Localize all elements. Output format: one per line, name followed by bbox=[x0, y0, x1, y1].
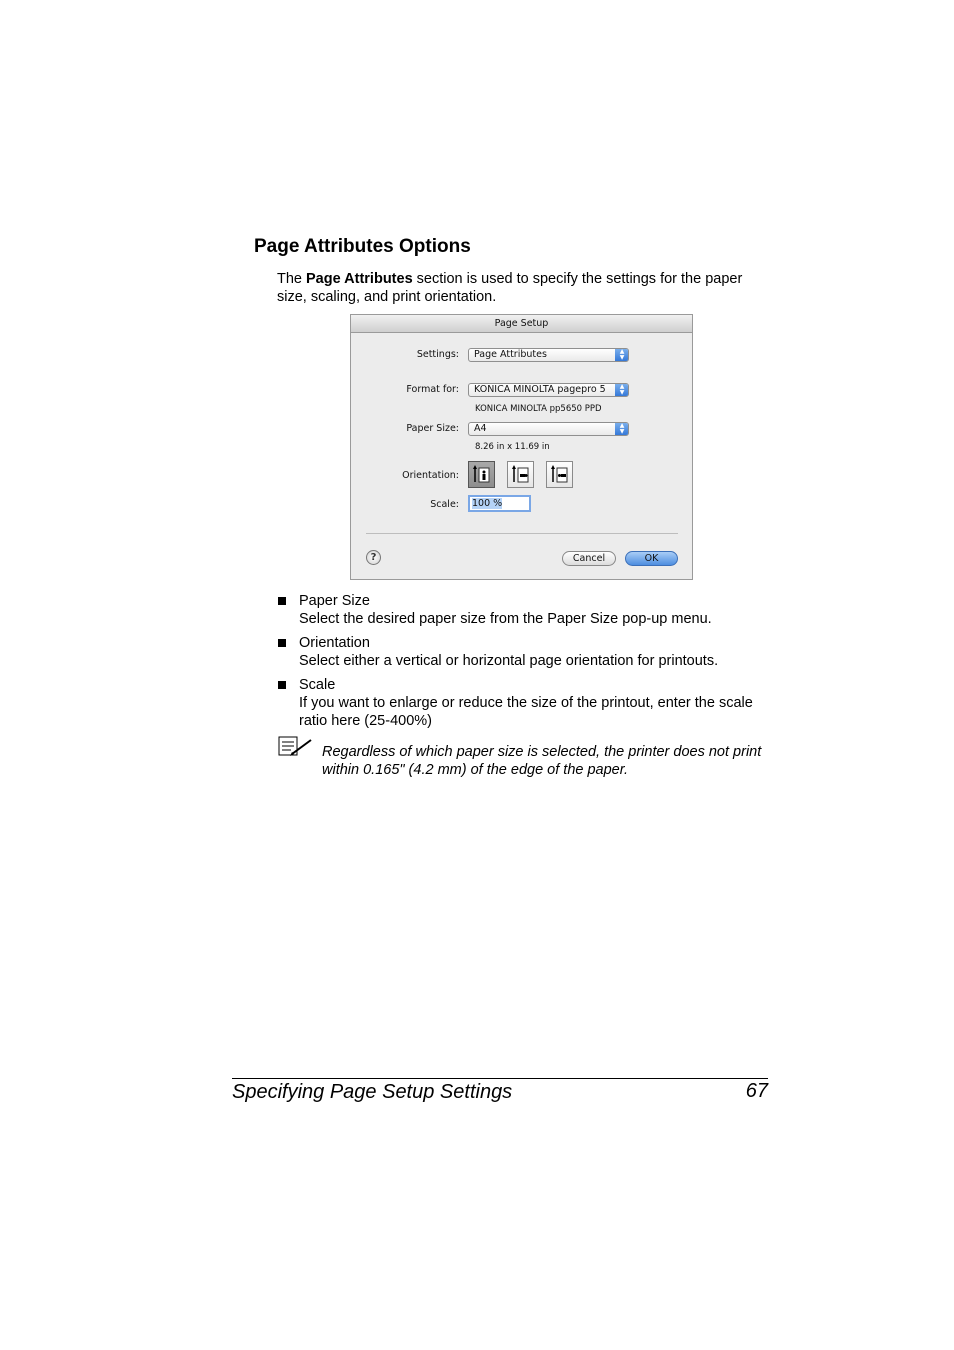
footer-rule bbox=[232, 1078, 768, 1079]
bullet-text: Select the desired paper size from the Paper Size pop-up menu. bbox=[299, 611, 712, 627]
page-number: 67 bbox=[745, 1080, 768, 1102]
settings-value: Page Attributes bbox=[474, 349, 547, 360]
format-description: KONICA MINOLTA pp5650 PPD bbox=[475, 404, 602, 414]
list-item-scale bbox=[299, 676, 769, 730]
popup-arrows-icon: ▲ ▼ bbox=[615, 348, 629, 362]
section-heading: Page Attributes Options bbox=[254, 236, 471, 257]
note-text: Regardless of which paper size is selected, the printer does not print within 0.165" (4.2 mm) of the edge of the paper. bbox=[322, 744, 762, 778]
bullet-title: Paper Size bbox=[299, 593, 370, 609]
format-for-label: Format for: bbox=[406, 384, 459, 395]
intro-paragraph: The Page Attributes section is used to specify the settings for the paper size, scaling, and print orientation. bbox=[277, 271, 743, 305]
orientation-label: Orientation: bbox=[402, 470, 459, 481]
orientation-reverse-landscape-button[interactable] bbox=[546, 461, 573, 488]
scale-label: Scale: bbox=[430, 499, 459, 510]
settings-label: Settings: bbox=[416, 349, 459, 360]
dialog-divider bbox=[366, 533, 678, 534]
bullet-title: Scale bbox=[299, 677, 336, 693]
list-item-orientation bbox=[299, 634, 769, 670]
bullet-marker bbox=[278, 597, 286, 605]
help-button[interactable]: ? bbox=[366, 550, 381, 565]
bullet-title: Orientation bbox=[299, 635, 370, 651]
popup-arrows-icon: ▲ ▼ bbox=[615, 422, 629, 436]
ok-button[interactable]: OK bbox=[625, 551, 678, 566]
intro-bold-term: Page Attributes bbox=[306, 271, 413, 287]
list-item-paper-size bbox=[299, 592, 769, 628]
bullet-text: If you want to enlarge or reduce the size of the printout, enter the scale ratio here (25-400%) bbox=[299, 695, 753, 729]
paper-size-label: Paper Size: bbox=[406, 423, 459, 434]
scale-value: 100 % bbox=[472, 498, 503, 509]
bullet-text: Select either a vertical or horizontal page orientation for printouts. bbox=[299, 653, 719, 669]
footer-title: Specifying Page Setup Settings bbox=[232, 1081, 513, 1103]
scale-input[interactable] bbox=[468, 495, 531, 512]
paper-dimensions: 8.26 in x 11.69 in bbox=[475, 442, 550, 452]
paper-size-popup[interactable] bbox=[468, 422, 629, 436]
reverse-landscape-icon bbox=[549, 464, 570, 485]
format-for-popup[interactable] bbox=[468, 383, 629, 397]
paper-size-value: A4 bbox=[474, 423, 487, 434]
bullet-marker bbox=[278, 681, 286, 689]
settings-popup[interactable] bbox=[468, 348, 629, 362]
popup-arrows-icon: ▲ ▼ bbox=[615, 383, 629, 397]
orientation-portrait-button[interactable] bbox=[468, 461, 495, 488]
format-for-value: KONICA MINOLTA pagepro 5 bbox=[474, 384, 606, 395]
note-pencil-icon bbox=[278, 736, 314, 758]
page-setup-dialog bbox=[350, 314, 693, 580]
cancel-button[interactable]: Cancel bbox=[562, 551, 616, 566]
dialog-title: Page Setup bbox=[351, 315, 692, 333]
portrait-icon bbox=[471, 464, 492, 485]
bullet-marker bbox=[278, 639, 286, 647]
orientation-landscape-button[interactable] bbox=[507, 461, 534, 488]
landscape-icon bbox=[510, 464, 531, 485]
